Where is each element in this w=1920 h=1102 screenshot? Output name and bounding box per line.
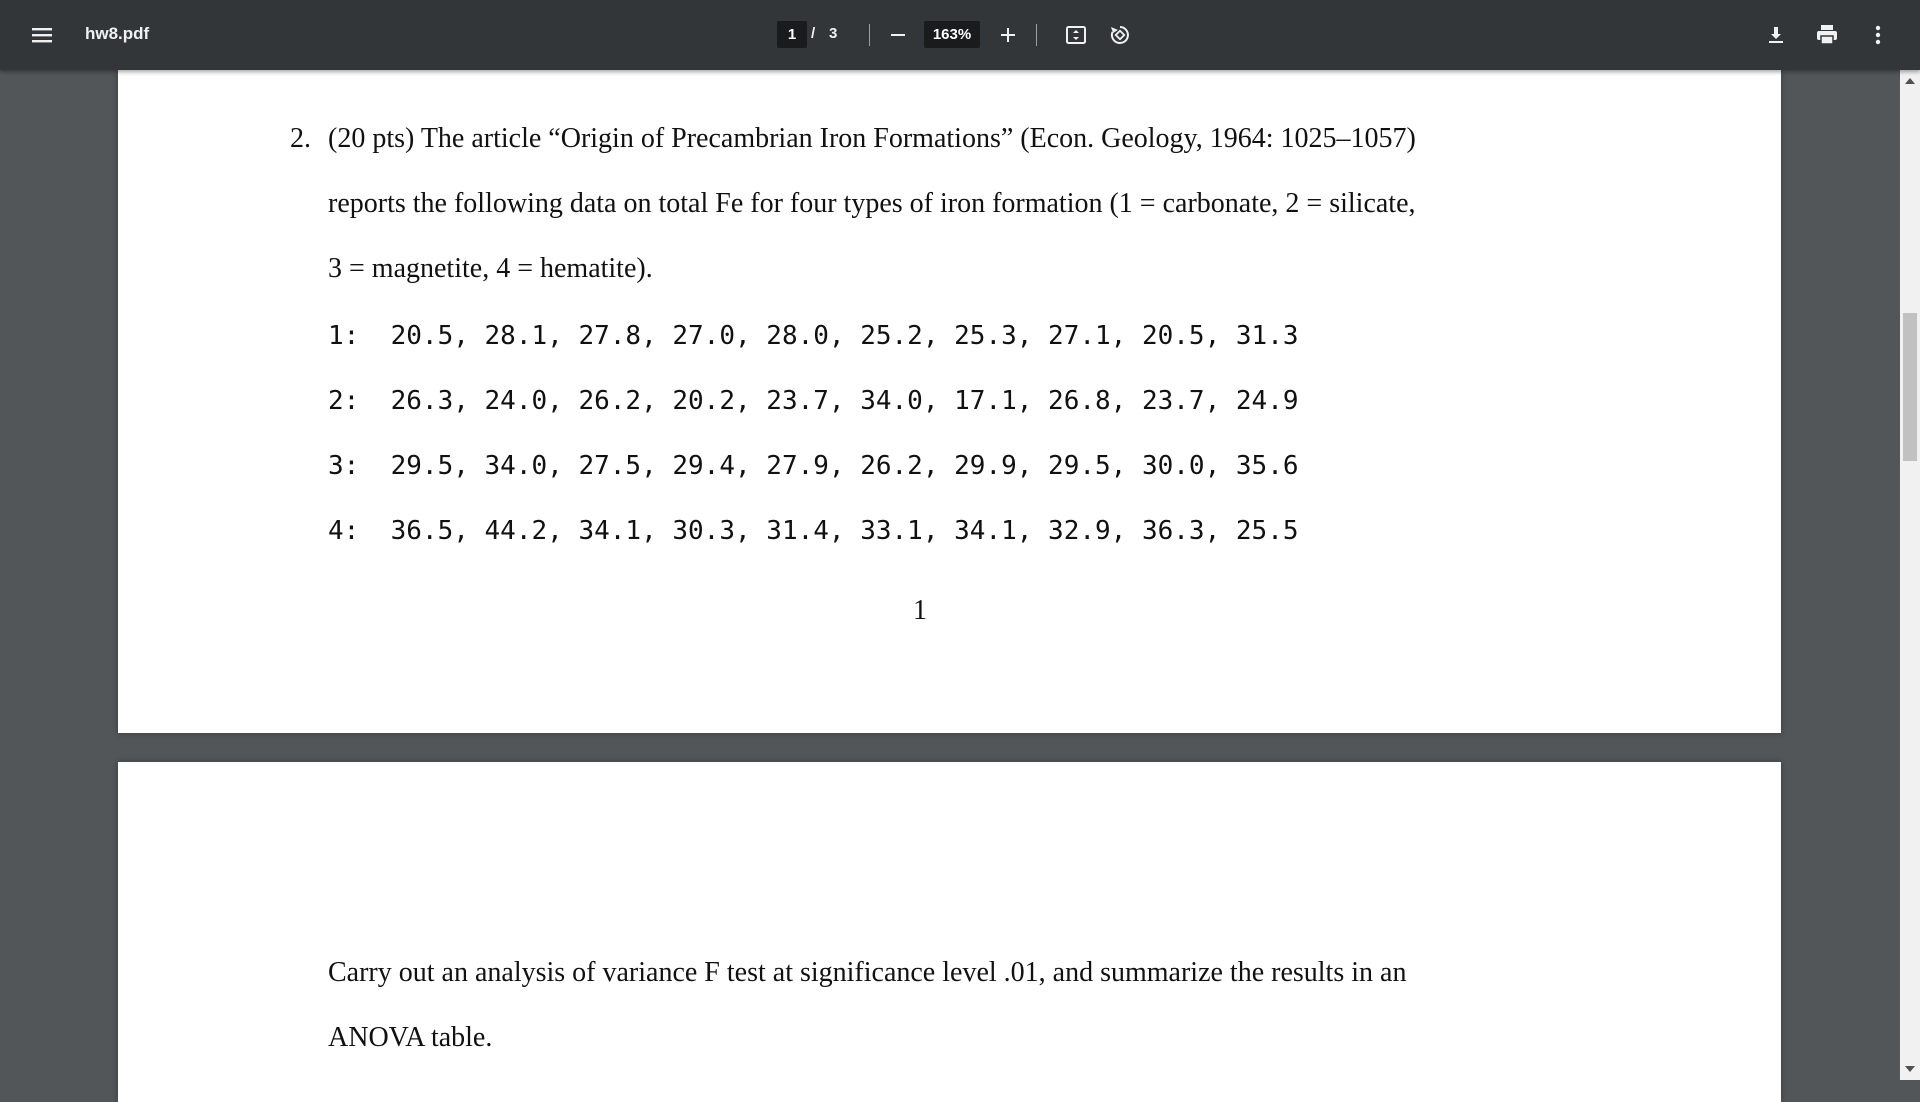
problem-text-line: Carry out an analysis of variance F test at significance level .01, and summarize the results in an [328, 957, 1407, 988]
page-number-footer: 1 [913, 595, 927, 626]
fit-page-icon[interactable] [1062, 21, 1090, 49]
rotate-icon[interactable] [1106, 21, 1134, 49]
page-separator: / [811, 25, 816, 42]
data-row: 2: 26.3, 24.0, 26.2, 20.2, 23.7, 34.0, 17.1, 26.8, 23.7, 24.9 [328, 386, 1299, 416]
scrollbar-thumb[interactable] [1903, 313, 1917, 461]
problem-number: 2. [290, 123, 311, 154]
data-row: 1: 20.5, 28.1, 27.8, 27.0, 28.0, 25.2, 25.3, 27.1, 20.5, 31.3 [328, 321, 1299, 351]
problem-text-line: ANOVA table. [328, 1022, 493, 1053]
toolbar-divider [869, 24, 870, 46]
zoom-out-icon[interactable] [884, 21, 912, 49]
scroll-down-arrow-icon[interactable] [1905, 1066, 1915, 1072]
document-title: hw8.pdf [85, 24, 150, 43]
data-row: 3: 29.5, 34.0, 27.5, 29.4, 27.9, 26.2, 29.9, 29.5, 30.0, 35.6 [328, 451, 1299, 481]
pdf-toolbar [0, 0, 1920, 70]
vertical-scrollbar[interactable] [1900, 70, 1920, 1080]
pdf-page-1 [118, 70, 1781, 733]
page-number-input[interactable]: 1 [777, 21, 807, 48]
zoom-level-input[interactable]: 163% [924, 21, 980, 48]
print-icon[interactable] [1812, 21, 1842, 49]
download-icon[interactable] [1762, 21, 1790, 49]
problem-text-line: 3 = magnetite, 4 = hematite). [328, 253, 653, 284]
toolbar-divider [1036, 24, 1037, 46]
more-options-icon[interactable] [1864, 21, 1892, 49]
pdf-page-2 [118, 762, 1781, 1102]
zoom-in-icon[interactable] [994, 21, 1022, 49]
scroll-up-arrow-icon[interactable] [1905, 78, 1915, 84]
problem-text-line: (20 pts) The article “Origin of Precambrian Iron Formations” (Econ. Geology, 1964: 1025–1057) [328, 123, 1416, 154]
problem-text-line: reports the following data on total Fe for four types of iron formation (1 = carbonate, 2 = silicate, [328, 188, 1416, 219]
data-row: 4: 36.5, 44.2, 34.1, 30.3, 31.4, 33.1, 34.1, 32.9, 36.3, 25.5 [328, 516, 1299, 546]
total-pages: 3 [829, 25, 838, 42]
menu-icon[interactable] [24, 20, 60, 50]
